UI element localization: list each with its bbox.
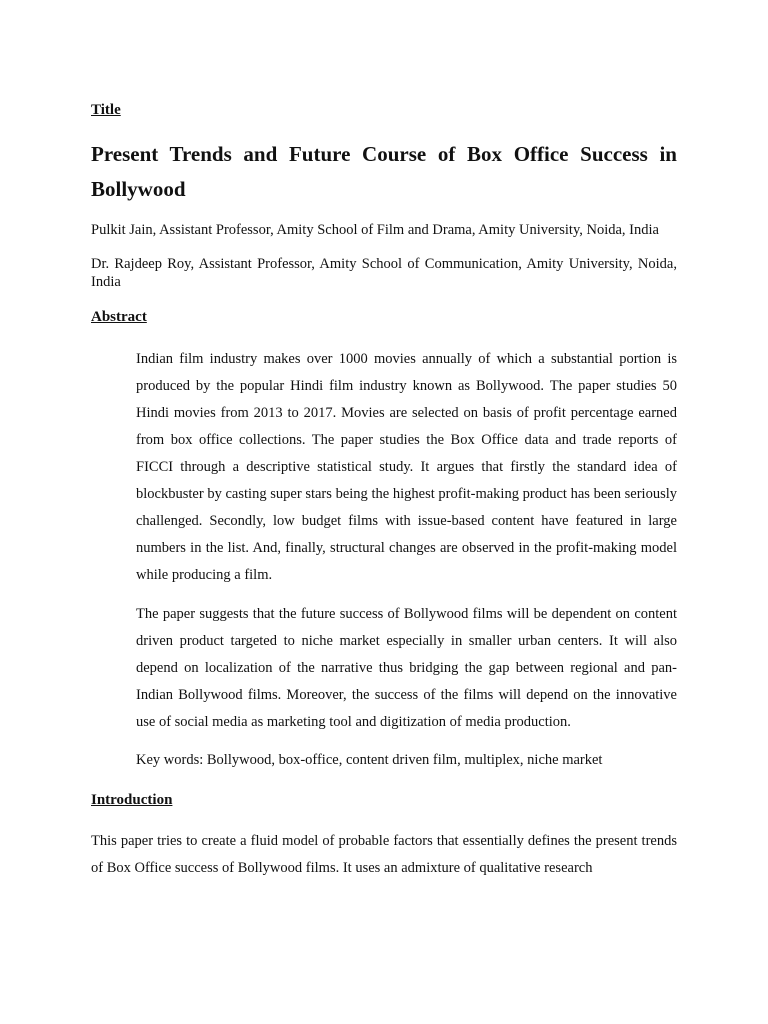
paper-title: Present Trends and Future Course of Box Office Success in Bollywood	[91, 142, 677, 201]
abstract-paragraph-1: Indian film industry makes over 1000 movies annually of which a substantial portion is produced by the popular Hindi film industry known as Bollywood. The paper studies 50 Hindi movies from 2013 to 2017. Movies are selected on basis of profit percentage earned from box office collections. The paper studies the Box Office data and trade reports of FICCI through a descriptive statistical study. It argues that firstly the standard idea of blockbuster by casting super stars being the highest profit-making product has been seriously challenged. Secondly, low budget films with issue-based content have featured in large numbers in the list. And, finally, structural changes are observed in the profit-making model while producing a film.	[136, 351, 677, 583]
introduction-heading: Introduction	[91, 792, 173, 808]
abstract-heading: Abstract	[91, 309, 147, 325]
introduction-paragraph: This paper tries to create a fluid model of probable factors that essentially defines the present trends of Box Office success of Bollywood films. It uses an admixture of qualitative research	[91, 833, 677, 876]
author-2: Dr. Rajdeep Roy, Assistant Professor, Amity School of Communication, Amity University, Noida, India	[91, 256, 677, 290]
keywords: Key words: Bollywood, box-office, content driven film, multiplex, niche market	[136, 752, 603, 768]
title-label: Title	[91, 102, 121, 118]
abstract-paragraph-2: The paper suggests that the future success of Bollywood films will be dependent on content driven product targeted to niche market especially in smaller urban centers. It will also depend on localization of the narrative thus bridging the gap between regional and pan-Indian Bollywood films. Moreover, the success of the films will depend on the innovative use of social media as marketing tool and digitization of media production.	[136, 606, 677, 730]
author-1: Pulkit Jain, Assistant Professor, Amity School of Film and Drama, Amity University, Noida, India	[91, 222, 659, 238]
